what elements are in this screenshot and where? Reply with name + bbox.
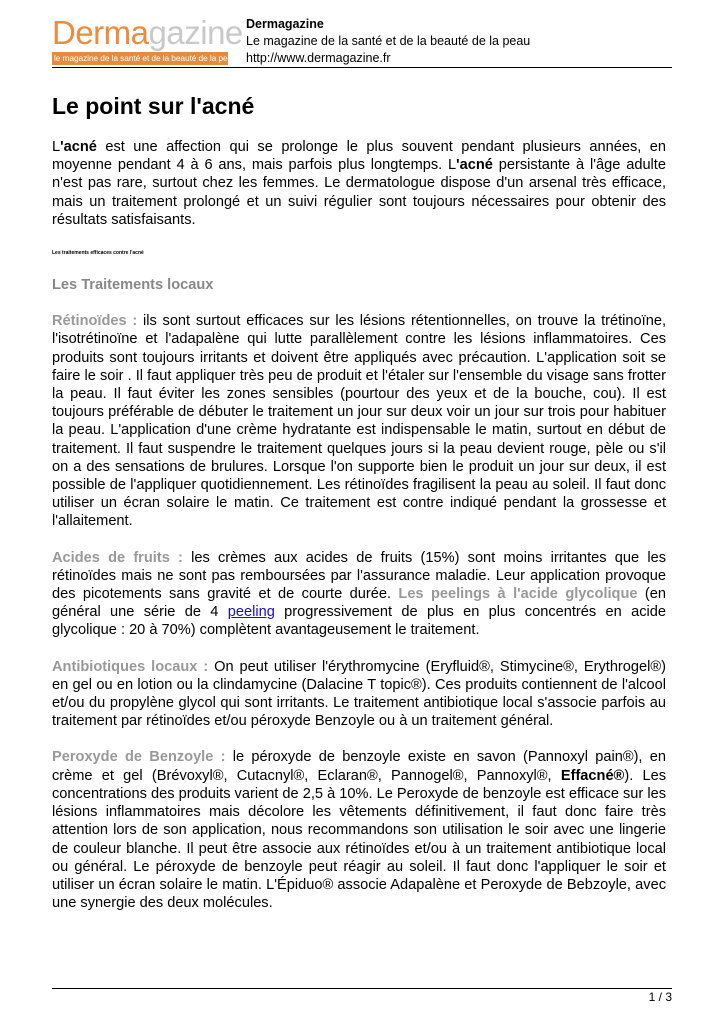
site-info	[246, 16, 530, 67]
intro-paragraph	[52, 138, 666, 229]
spacer	[52, 531, 666, 549]
spacer	[52, 294, 666, 312]
site-tagline: Le magazine de la santé et de la beauté de la peau	[246, 34, 531, 48]
page-number: 1 / 3	[648, 990, 672, 1004]
header-divider	[52, 67, 672, 68]
intro-text-1: L	[52, 139, 61, 155]
antibiotiques-text: On peut utiliser l'érythromycine (Eryfluid®, Stimycine®, Erythrogel®) en gel ou en lotion ou la clindamycine (Dalacine T topic®). Ces produits contiennent de l'alcool et/ou du propylène glycol qui sont irritants. Le traitement antibiotique local s'associe parfois au traitement par rétinoïdes et/ou péroxyde Benzoyle ou à un traitement général.	[52, 658, 666, 730]
acides-text-2: (en général une série de 4	[52, 586, 666, 621]
spacer	[52, 640, 666, 658]
section-heading: Les Traitements locaux	[52, 277, 214, 294]
antibiotiques-label: Antibiotiques locaux :	[52, 658, 215, 675]
logo-tagline: le magazine de la santé et de la beauté de la peau	[54, 53, 237, 63]
page-header	[52, 16, 672, 68]
acides-text-3: progressivement de plus en plus concentrés en acide glycolique : 20 à 70%) complètent avantageusement le traitement.	[52, 604, 666, 639]
article-body	[52, 138, 666, 912]
peroxyde-text-2: ). Les concentrations des produits varient de 2,5 à 10%. Le Peroxyde de benzoyle est efficace sur les lésions inflammatoires mais décolore les vêtements définitivement, il faut donc faire très attention lors de son application, nous recommandons son utilisation le soir avec une lingerie de couleur blanche. Il peut être associe aux rétinoïdes et/ou à un traitement antibiotique local ou général. Le péroxyde de benzoyle peut réagir au soleil. Il faut donc l'appliquer le soir et utiliser un écran solaire le matin. L'Épiduo® associe Adapalène et Peroxyde de Bebzoyle, avec une synergie des deux molécules.	[52, 767, 666, 912]
acides-text-1: les crèmes aux acides de fruits (15%) sont moins irritantes que les rétinoïdes mais ne sont pas remboursées par l'assurance maladie. Leur application provoque des picotements sans gravité et de courte durée.	[52, 549, 666, 603]
peeling-link[interactable]: peeling	[227, 604, 275, 621]
logo-word-part1: Derma	[52, 14, 149, 51]
site-name: Dermagazine	[246, 17, 324, 31]
peroxyde-paragraph	[52, 748, 666, 912]
peroxyde-text-1: le péroxyde de benzoyle existe en savon (Pannoxyl pain®), en crème et gel (Brévoxyl®, Cutacnyl®, Eclaran®, Pannogel®, Pannoxyl®,	[52, 749, 666, 784]
logo-word-part2: gazine	[148, 14, 243, 51]
logo-wordmark	[52, 15, 243, 51]
dermagazine-logo	[52, 14, 243, 66]
retinoides-text: ils sont surtout efficaces sur les lésions rétentionnelles, on trouve la trétinoïne, l'isotrétinoïne et l'adapalène qui lutte parallèlement contre les lésions inflammatoires. Ces produits sont toujours irritants et doivent être appliqués avec précaution. L'application soit se faire le soir . Il faut appliquer très peu de produit et l'étaler sur l'ensemble du visage sans frotter la peau. Il faut éviter les zones sensibles (pourtour des yeux et de la bouche, cou). Il est toujours préférable de débuter le traitement un jour sur deux voir un jour sur trois pour habituer la peau. L'application d'une crème hydratante est indispensable le matin, surtout en début de traitement. Il faut suspendre le traitement quelques jours si la peau devient rouge, pèle ou s'il on a des sensations de brulures. Lorsque l'on supporte bien le produit un jour sur deux, il est possible de l'appliquer quotidiennement. Les rétinoïdes fragilisent la peau au soleil. Il faut donc utiliser un écran solaire le matin. Ce traitement est contre indiqué pendant la grossesse et l'allaitement.	[52, 313, 667, 530]
intro-bold-acne-1: 'acné	[60, 139, 97, 155]
acides-label: Acides de fruits :	[52, 549, 192, 566]
antibiotiques-paragraph	[52, 658, 666, 731]
retinoides-label: Rétinoïdes :	[52, 313, 143, 330]
peelings-label: Les peelings à l'acide glycolique	[398, 586, 638, 603]
effacne-bold: Effacné®	[560, 767, 625, 784]
page-title: Le point sur l'acné	[52, 93, 255, 119]
intro-text-3: persistante à l'âge adulte n'est pas rare, surtout chez les femmes. Le dermatologue dispose d'un arsenal très efficace, mais un traitement prolongé et un suivi régulier sont toujours nécessaires pour obtenir des résultats satisfaisants.	[52, 157, 666, 228]
intro-text-2: est une affection qui se prolonge le plus souvent pendant plusieurs années, en moyenne pendant 4 à 6 ans, mais parfois plus longtemps. L	[52, 139, 666, 174]
intro-bold-acne-2: 'acné	[456, 157, 493, 174]
footer-divider	[52, 988, 672, 989]
peroxyde-label: Peroxyde de Benzoyle :	[52, 749, 233, 766]
site-url: http://www.dermagazine.fr	[246, 51, 391, 65]
tiny-caption: Les traitements efficaces contre l'acné	[52, 250, 144, 257]
acides-paragraph	[52, 549, 666, 640]
spacer	[52, 730, 666, 748]
retinoides-paragraph	[52, 312, 666, 530]
